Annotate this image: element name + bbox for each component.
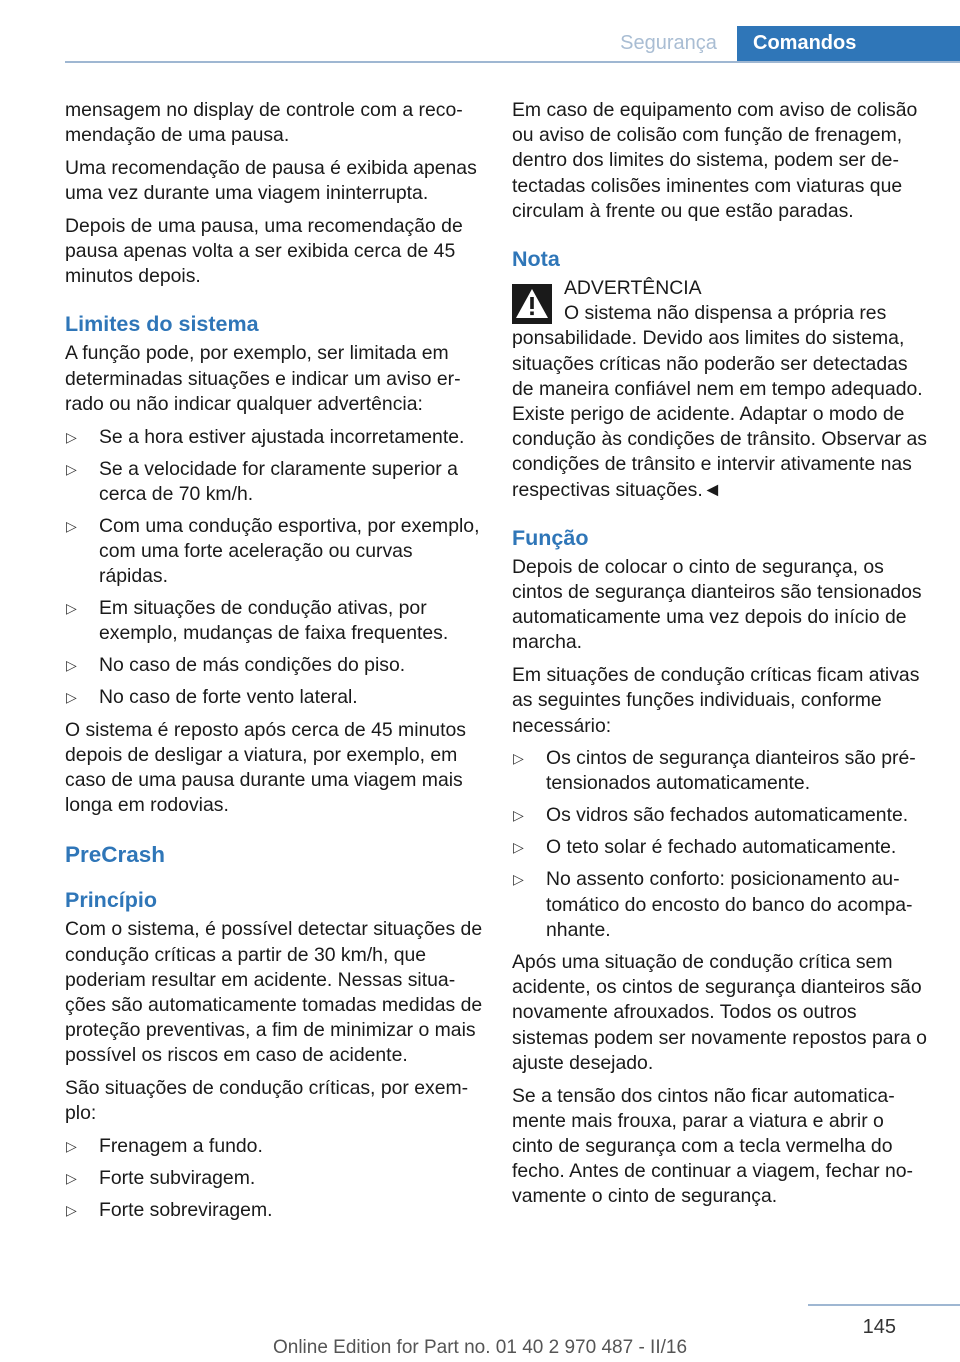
list-item: ▷ Em situações de condução ativas, por exemplo, mudanças de faixa frequentes. [66, 597, 449, 645]
paragraph: O sistema é reposto após cerca de 45 minutos depois de desligar a viatura, por exemplo, em caso de uma pausa durante uma viagem mais longa em rodovias. [65, 718, 466, 817]
header-divider [65, 61, 960, 63]
section-heading-principle: Princípio [65, 888, 157, 913]
triangle-bullet-icon: ▷ [513, 871, 524, 888]
warning-block [512, 276, 930, 503]
list-item: ▷ No caso de forte vento lateral. [65, 685, 485, 710]
triangle-bullet-icon: ▷ [66, 689, 77, 706]
page-number: 145 [862, 1316, 896, 1338]
list-item: ▷ Forte sobreviragem. [65, 1198, 485, 1223]
paragraph: Depois de uma pausa, uma recomendação de pausa apenas volta a ser exibida cerca de 45 minutos depois. [65, 214, 463, 288]
paragraph: Se a tensão dos cintos não ficar automaticamente mais frouxa, parar a viatura e abrir o cinto de segurança com a tecla vermelha do fecho. Antes de continuar a viagem, fechar novamente o cinto de segurança. [512, 1084, 913, 1208]
list-item: ▷ No assento conforto: posicionamento automático do encosto do banco do acompanhante. [513, 868, 913, 941]
list-item: ▷ No caso de más condições do piso. [65, 653, 485, 678]
list-item: ▷ Se a hora estiver ajustada incorretamente. [65, 425, 485, 450]
paragraph: Em situações de condução críticas ficam ativas as seguintes funções individuais, conforme necessário: [512, 664, 920, 737]
edition-note: Online Edition for Part no. 01 40 2 970 487 - II/16 [272, 1337, 688, 1358]
paragraph: mensagem no display de controle com a recomendação de uma pausa. [65, 99, 463, 147]
list-item: ▷ Com uma condução esportiva, por exemplo, com uma forte aceleração ou curvas rápidas. [66, 514, 480, 588]
triangle-bullet-icon: ▷ [66, 657, 77, 674]
triangle-bullet-icon: ▷ [66, 1201, 77, 1218]
function-list [512, 746, 930, 943]
paragraph: Em caso de equipamento com aviso de colisão ou aviso de colisão com função de frenagem, dentro dos limites do sistema, podem ser detectadas colisões iminentes com viaturas que circulam à frente ou que estão paradas. [512, 99, 918, 222]
section-heading-note: Nota [512, 247, 560, 272]
paragraph: Uma recomendação de pausa é exibida apenas uma vez durante uma viagem ininterrupta. [65, 156, 477, 205]
paragraph: Após uma situação de condução crítica sem acidente, os cintos de segurança dianteiros são novamente afrouxados. Todos os outros sistemas podem ser novamente repostos para o ajuste desejado. [512, 951, 927, 1074]
limits-list [65, 425, 485, 711]
paragraph: São situações de condução críticas, por exemplo: [65, 1077, 469, 1125]
list-item: ▷ Forte subviragem. [65, 1166, 485, 1191]
triangle-bullet-icon: ▷ [66, 428, 77, 445]
list-item: ▷ Os vidros são fechados automaticamente. [512, 803, 930, 828]
page-header [0, 0, 960, 62]
list-item: ▷ O teto solar é fechado automaticamente. [512, 835, 930, 860]
list-item: ▷ Os cintos de segurança dianteiros são pré-tensionados automaticamente. [513, 747, 916, 795]
section-heading-precrash: PreCrash [65, 842, 166, 868]
right-column [512, 98, 930, 1217]
warning-title: ADVERTÊNCIA [564, 277, 702, 300]
triangle-bullet-icon: ▷ [513, 750, 524, 767]
critical-situations-list [65, 1134, 485, 1223]
warning-triangle-icon [512, 284, 552, 324]
footer-divider [808, 1304, 960, 1306]
triangle-bullet-icon: ▷ [66, 600, 77, 617]
triangle-bullet-icon: ▷ [66, 1169, 77, 1186]
list-item: ▷ Se a velocidade for claramente superior a cerca de 70 km/h. [66, 457, 458, 505]
triangle-bullet-icon: ▷ [66, 517, 77, 534]
section-heading-limits: Limites do sistema [65, 312, 259, 337]
triangle-bullet-icon: ▷ [513, 839, 524, 856]
section-tab-controls: Comandos [737, 26, 960, 62]
triangle-bullet-icon: ▷ [513, 807, 524, 824]
list-item: ▷ Frenagem a fundo. [65, 1134, 485, 1159]
warning-text: O sistema não dispensa a própria res [564, 302, 887, 325]
left-column [65, 98, 485, 1230]
paragraph: A função pode, por exemplo, ser limitada em determinadas situações e indicar um aviso errado ou não indicar qualquer advertência: [65, 342, 461, 415]
warning-text: ponsabilidade. Devido aos limites do sistema, situações críticas não poderão ser detectadas de maneira confiável nem em tempo adequado. Existe perigo de acidente. Adaptar o modo de condução às condições de trânsito. Observar as condições de trânsito e intervir ativamente nas respectivas situações.◄ [512, 327, 927, 501]
paragraph: Com o sistema, é possível detectar situações de condução críticas a partir de 30 km/h, que poderiam resultar em acidente. Nessas situações são automaticamente tomadas medidas de proteção preventivas, a fim de minimizar o mais possível os riscos em caso de acidente. [65, 918, 483, 1067]
paragraph: Depois de colocar o cinto de segurança, os cintos de segurança dianteiros são tensionados automaticamente uma vez depois do início de marcha. [512, 555, 922, 654]
section-tab-safety: Segurança [620, 32, 717, 54]
triangle-bullet-icon: ▷ [66, 1137, 77, 1154]
triangle-bullet-icon: ▷ [66, 460, 77, 477]
section-heading-function: Função [512, 525, 589, 550]
